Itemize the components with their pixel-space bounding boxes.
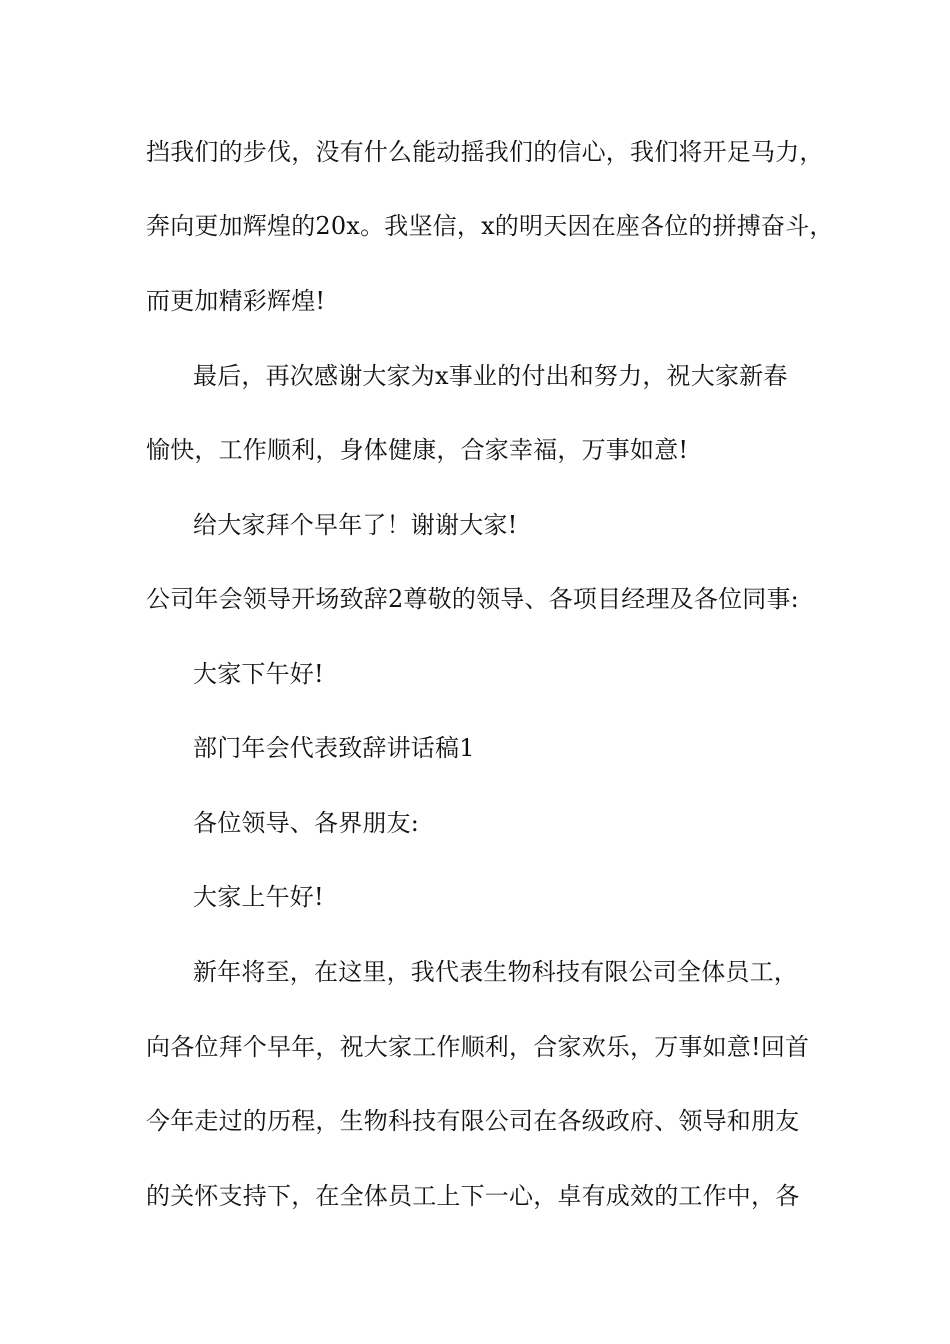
section-heading: 公司年会领导开场致辞2尊敬的领导、各项目经理及各位同事: xyxy=(146,585,799,613)
paragraph-line: 今年走过的历程，生物科技有限公司在各级政府、领导和朋友 xyxy=(146,1107,800,1135)
paragraph-line: 而更加精彩辉煌! xyxy=(146,287,326,315)
paragraph-line: 挡我们的步伐，没有什么能动摇我们的信心，我们将开足马力， xyxy=(146,138,824,166)
salutation-line: 各位领导、各界朋友: xyxy=(193,809,420,837)
paragraph-line: 的关怀支持下，在全体员工上下一心，卓有成效的工作中，各 xyxy=(146,1182,800,1210)
paragraph-line: 奔向更加辉煌的20x。我坚信，x的明天因在座各位的拼搏奋斗， xyxy=(146,212,834,240)
paragraph-line: 给大家拜个早年了！谢谢大家! xyxy=(193,511,518,539)
speech-title: 部门年会代表致辞讲话稿1 xyxy=(193,734,475,762)
paragraph-line: 愉快，工作顺利，身体健康，合家幸福，万事如意! xyxy=(146,436,689,464)
paragraph-line: 新年将至，在这里，我代表生物科技有限公司全体员工， xyxy=(193,958,798,986)
paragraph-line: 向各位拜个早年，祝大家工作顺利，合家欢乐，万事如意!回首 xyxy=(146,1033,810,1061)
paragraph-line: 最后，再次感谢大家为x事业的付出和努力，祝大家新春 xyxy=(193,362,788,390)
greeting-line: 大家下午好! xyxy=(193,660,324,688)
greeting-line: 大家上午好! xyxy=(193,883,324,911)
